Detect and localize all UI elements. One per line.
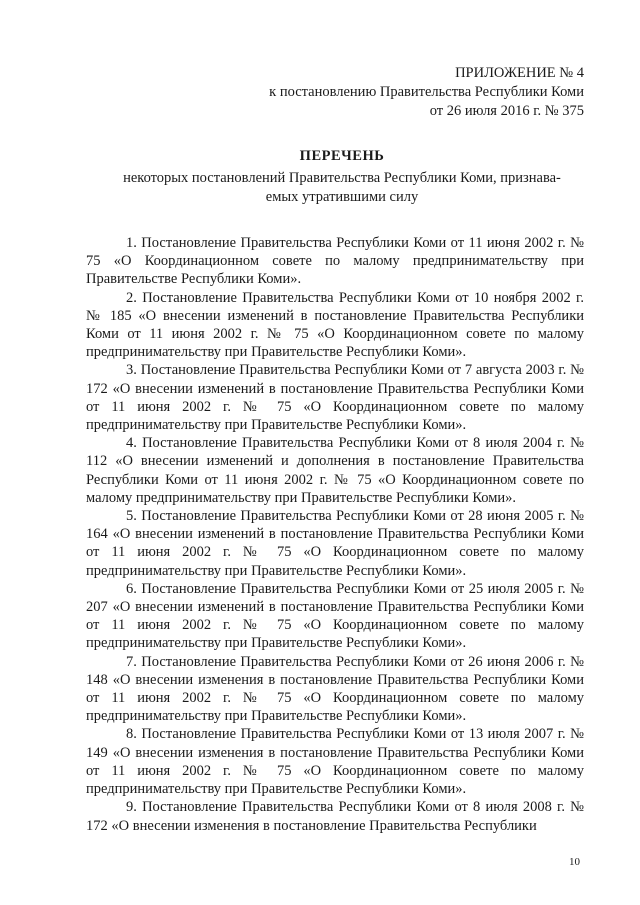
- page-number: 10: [569, 856, 580, 868]
- resolutions-list: [86, 234, 584, 835]
- list-item: 4. Постановление Правительства Республики Коми от 8 июля 2004 г. № 112 «О внесении изменений и дополнения в постановление Правительства Республики Коми от 11 июня 2002 г. № 75 «О Координационном совете по малому предпринимательству при Правительстве Республики Коми».: [86, 435, 584, 506]
- page-subtitle: [100, 169, 584, 207]
- list-item: 5. Постановление Правительства Республики Коми от 28 июня 2005 г. № 164 «О внесении изменений в постановление Правительства Республики Коми от 11 июня 2002 г. № 75 «О Координационном совете по малому предпринимательству при Правительстве Республики Коми».: [86, 508, 584, 579]
- list-item: 2. Постановление Правительства Республики Коми от 10 ноября 2002 г. № 185 «О внесении изменений в постановление Правительства Республики Коми от 11 июня 2002 г. № 75 «О Координационном совете по малому предпринимательству при Правительстве Республики Коми».: [86, 289, 584, 361]
- appendix-date: от 26 июля 2016 г. № 375: [429, 103, 584, 119]
- list-item: 8. Постановление Правительства Республики Коми от 13 июля 2007 г. № 149 «О внесении изменения в постановление Правительства Республики Коми от 11 июня 2002 г. № 75 «О Координационном совете по малому предпринимательству при Правительстве Республики Коми».: [86, 726, 584, 798]
- subtitle-line-1: некоторых постановлений Правительства Республики Коми, признава-: [123, 170, 561, 186]
- appendix-reference: к постановлению Правительства Республики Коми: [269, 84, 584, 100]
- subtitle-line-2: емых утратившими силу: [265, 189, 419, 205]
- list-item: 1. Постановление Правительства Республики Коми от 11 июня 2002 г. № 75 «О Координационном совете по малому предпринимательству при Правительстве Республики Коми».: [86, 235, 584, 288]
- appendix-number: ПРИЛОЖЕНИЕ № 4: [455, 65, 584, 81]
- list-item: 3. Постановление Правительства Республики Коми от 7 августа 2003 г. № 172 «О внесении изменений в постановление Правительства Республики Коми от 11 июня 2002 г. № 75 «О Координационном совете по малому предпринимательству при Правительстве Республики Коми».: [86, 362, 584, 434]
- list-item: 6. Постановление Правительства Республики Коми от 25 июля 2005 г. № 207 «О внесении изменений в постановление Правительства Республики Коми от 11 июня 2002 г. № 75 «О Координационном совете по малому предпринимательству при Правительстве Республики Коми».: [86, 580, 584, 652]
- list-item: 9. Постановление Правительства Республики Коми от 8 июля 2008 г. № 172 «О внесении изменения в постановление Правительства Республики: [86, 799, 584, 834]
- list-item: 7. Постановление Правительства Республики Коми от 26 июня 2006 г. № 148 «О внесении изменения в постановление Правительства Республики Коми от 11 июня 2002 г. № 75 «О Координационном совете по малому предпринимательству при Правительстве Республики Коми».: [86, 653, 584, 725]
- page-title: ПЕРЕЧЕНЬ: [299, 148, 385, 164]
- appendix-header: [269, 64, 584, 121]
